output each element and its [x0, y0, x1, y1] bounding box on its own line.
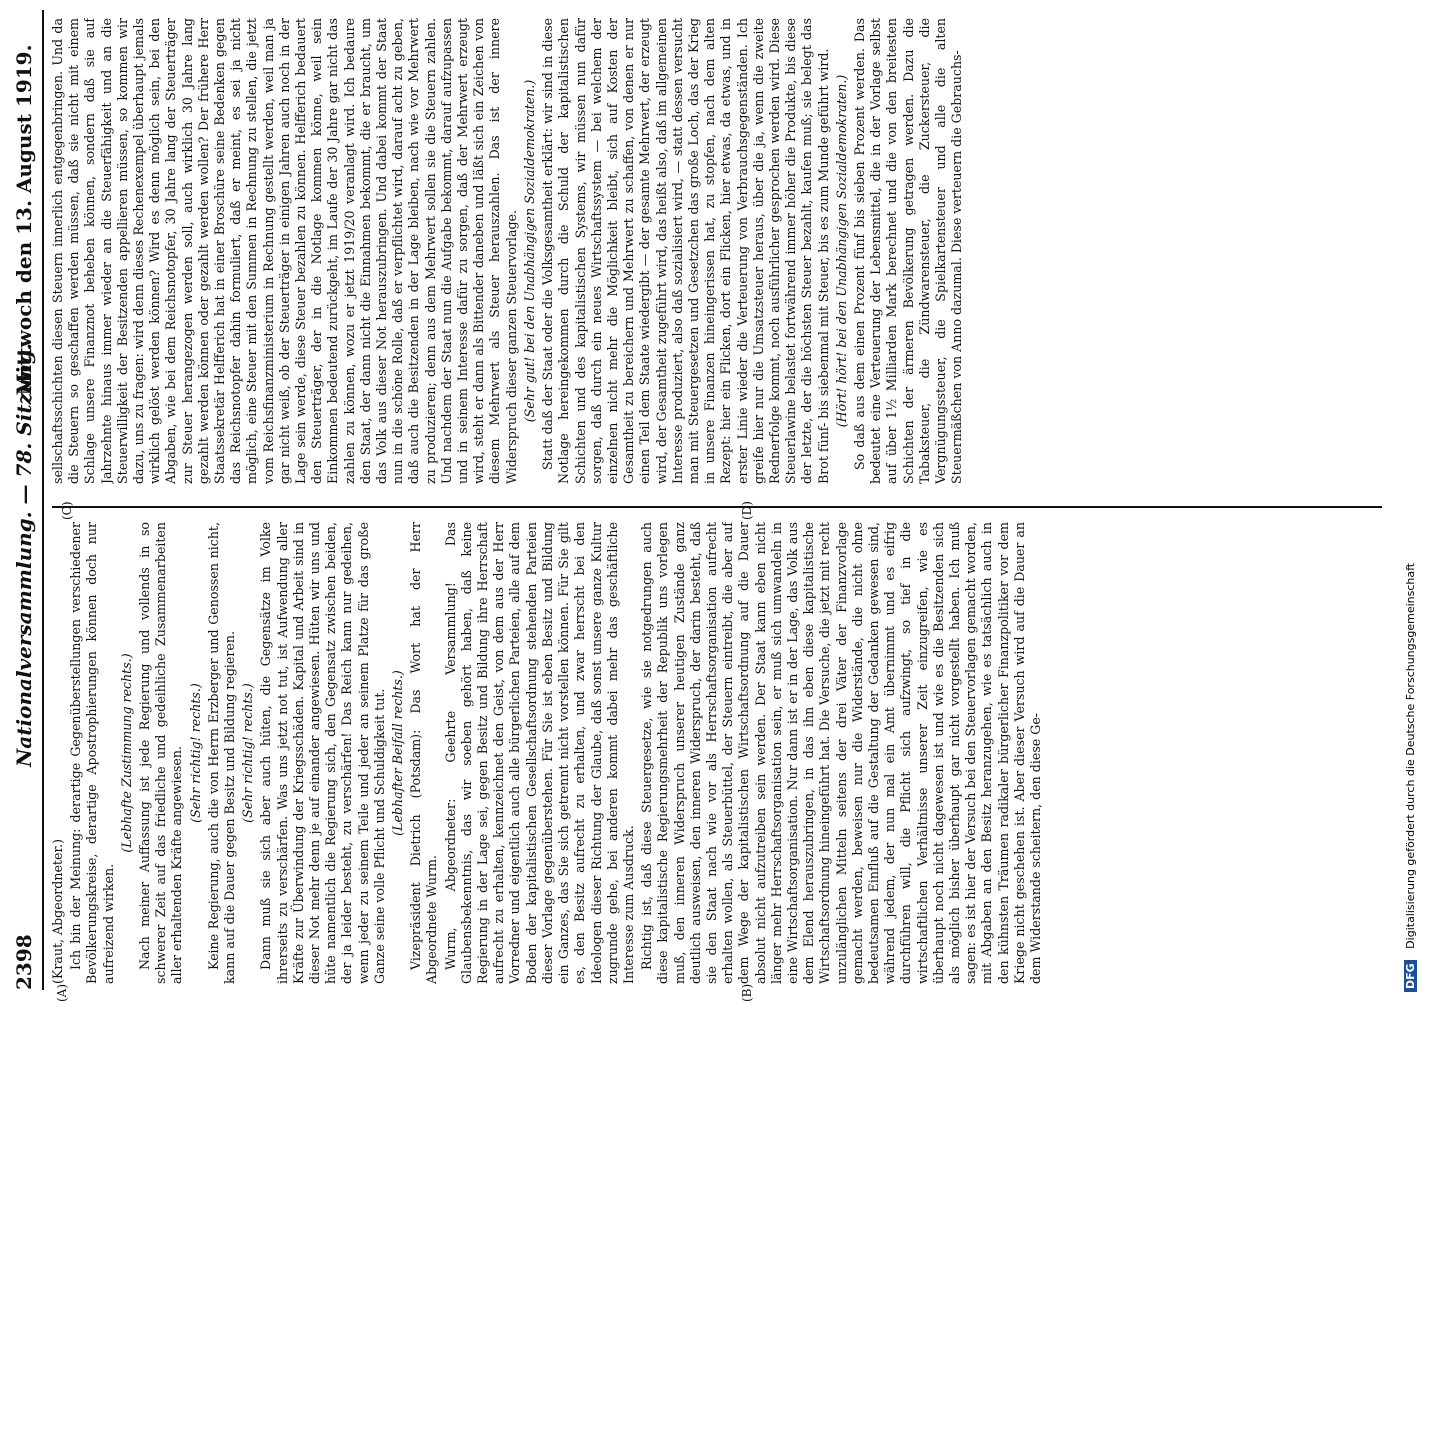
- column-divider: [52, 506, 1382, 508]
- margin-marker-d: (D): [740, 501, 754, 520]
- interjection: (Sehr gut! bei den Unabhängigen Sozialdemokraten.): [521, 79, 537, 423]
- interjection: (Lebhafte Zustimmung rechts.): [118, 653, 134, 853]
- margin-marker-c: (C): [60, 501, 74, 520]
- paragraph: Ich bin der Meinung: derartige Gegenüberstellungen verschiedener Bevölkerungskreise, derartige Apostrophierungen können doch nur aufreizend wirken.: [68, 522, 116, 984]
- paragraph: Dann muß sie sich aber auch hüten, die Gegensätze im Volke ihrerseits zu verschärfen. Was uns jetzt not tut, ist Aufwendung aller Kräfte zur Überwindung der Kriegsschäden. Kapital und Arbeit sind in dieser Not mehr denn je auf einander angewiesen. Hüten wir uns und hüte namentlich die Regierung sich, den Gegensatz zwischen beiden, der ja leider besteht, zu verschärfen! Das Reich kann nur gedeihen, wenn jeder zu seinem Teile und jeder an seinem Platze für das große Ganze seine volle Pflicht und Schuldigkeit tut.: [258, 522, 387, 984]
- paragraph: Statt daß der Staat oder die Volksgesamtheit erklärt: wir sind in diese Notlage hereingekommen durch die Schuld der kapitalistischen Schichten und des kapitalistischen Systems, wir müssen nun dafür sorgen, daß durch ein neues Wirtschaftssystem — bei welchem der einzelnen nicht mehr die Möglichkeit bleibt, sich auf Kosten der Gesamtheit zu bereichern und Mehrwert zu schaffen, von denen er nur einen Teil dem Staate wiedergibt — der gesamte Mehrwert, der erzeugt wird, der Gesamtheit zugeführt wird, das heißt also, daß im allgemeinen Interesse produziert, also daß sozialisiert wird, — statt dessen versucht man mit Steuergesetzen und Gesetzchen das große Loch, das der Krieg in unsere Finanzen hineingerissen hat, zu stopfen, nach dem alten Rezept: hier ein Flicken, dort ein Flicken, hier etwas, da etwas, und in erster Linie wieder die Verteuerung von Verbrauchsgegenständen. Ich greife hier nur die Umsatzsteuer heraus, über die ja, wenn die zweite Rednerfolge kommt, noch ausführlicher gesprochen werden wird. Diese Steuerlawine belastet fortwährend immer höher die Produkte, bis diese der letzte, der die höchsten Steuer bezahlt, kaufen muß; sie belegt das Brot fünf- bis siebenmal mit Steuer, bis es zum Munde geführt wird.: [540, 18, 831, 484]
- digitization-note: Digitalisierung gefördert durch die Deutsche Forschungsgemeinschaft: [1404, 562, 1417, 949]
- paragraph-speech-start: Wurm, Abgeordneter: Geehrte Versammlung! Das Glaubensbekenntnis, das wir soeben gehört haben, daß keine Regierung in der Lage sei, gegen Besitz und Bildung ihre Herrschaft aufrecht zu erhalten, kennzeichnet den Geist, von dem aus der Herr Vorredner und eigentlich auch alle bürgerlichen Parteien, alle auf dem Boden der kapitalistischen Gesellschaftsordnung stehenden Parteien dieser Vorlage gegenüberstehen. Für Sie ist eben Besitz und Bildung ein Ganzes, das Sie sich getrennt nicht vorstellen können. Für Sie gilt es, den Besitz aufrecht zu erhalten, und zwar herrscht bei den Ideologen dieser Richtung der Glaube, daß sonst unsere ganze Kultur zugrunde gehe, bei anderen kommt dabei mehr das geschäftliche Interesse zum Ausdruck.: [442, 522, 636, 984]
- session-title: Nationalversammlung. — 78. Sitzung.: [12, 343, 36, 767]
- paragraph-chair: Vizepräsident Dietrich (Potsdam): Das Wort hat der Herr Abgeordnete Wurm.: [408, 522, 440, 984]
- interjection: (Sehr richtig! rechts.): [187, 683, 203, 823]
- text-column-left: [50, 522, 1384, 984]
- paragraph: sellschaftsschichten diesen Steuern innerlich entgegenbringen. Und da die Steuern so geschaffen werden müssen, daß sie nicht mit einem Schlage unsere Finanznot beheben können, sondern daß sie auf Jahrzehnte hinaus immer wieder an die Steuerfähigkeit und an die Steuerwilligkeit der Besitzenden appellieren müssen, so kommen wir dazu, uns zu fragen: wird denn dieses Rechenexempel überhaupt jemals wirklich gelöst werden können? Wird es denn möglich sein, bei den Abgaben, wie bei dem Reichsnotopfer, 30 Jahre lang der Steuerträger zur Steuer herangezogen werden soll, auch wirklich 30 Jahre lang gezahlt werden können oder gezahlt werden wollen? Der frühere Herr Staatssekretär Helfferich hat in einer Broschüre seine Bedenken gegen das Reichsnotopfer dahin formuliert, daß er meint, es sei ja nicht möglich, eine Steuer mit den Summen in Rechnung zu stellen, die jetzt vom Reichsfinanzministerium in Rechnung gestellt werden, weil man ja gar nicht weiß, ob der Steuerträger in einigen Jahren auch noch in der Lage sein werde, diese Steuer bezahlen zu können. Helfferich bedauert den Steuerträger, der in die Notlage kommen könne, weil sein Einkommen bedeutend zurückgeht, im Laufe der 30 Jahre gar nicht das zahlen zu können, wozu er jetzt 1919/20 veranlagt wird. Ich bedaure den Staat, der dann nicht die Einnahmen bekommt, die er braucht, um das Volk aus dieser Not herauszubringen. Und dabei kommt der Staat nun in die schöne Rolle, daß er verpflichtet wird, darauf acht zu geben, daß auch die Besitzenden in der Lage bleiben, nach wie vor Mehrwert zu produzieren; denn aus dem Mehrwert sollen sie die Steuern zahlen. Und nachdem der Staat nun die Aufgabe bekommt, darauf aufzupassen und in seinem Interesse dafür zu sorgen, daß der Mehrwert erzeugt wird, steht er dann als Bittender daneben und läßt sich ein Zeichen von diesem Mehrwert als Steuer herauszahlen. Das ist der innere Widerspruch dieser ganzen Steuervorlage.: [50, 18, 519, 484]
- digitization-credit: [1404, 12, 1424, 992]
- interjection: (Hört! hört! bei den Unabhängigen Sozialdemokraten.): [833, 74, 849, 428]
- paragraph: So daß aus dem einen Prozent fünf bis sieben Prozent werden. Das bedeutet eine Verteuerung der Lebensmittel, die in der Vorlage selbst auf über 1½ Milliarden Mark berechnet und die von den breitesten Schichten der ärmeren Bevölkerung getragen werden. Dazu die Tabaksteuer, die Zündwarensteuer, die Zuckersteuer, die Vergnügungssteuer, die Spielkartensteuer und alle die alten Steuermäßchen von Anno dazumal. Diese verteuern die Gebrauchs-: [851, 18, 965, 484]
- dfg-logo: DFG: [1404, 960, 1417, 992]
- page-number: 2398: [12, 934, 36, 990]
- interjection: (Lebhafter Beifall rechts.): [390, 670, 406, 836]
- session-date: Mittwoch den 13. August 1919.: [12, 44, 36, 396]
- paragraph: Nach meiner Auffassung ist jede Regierung und vollends in so schwerer Zeit auf das friedliche und gedeihliche Zusammenarbeiten aller erhaltenden Kräfte angewiesen.: [137, 522, 185, 984]
- margin-marker-b: (B): [740, 983, 754, 1002]
- margin-marker-a: (A): [55, 983, 69, 1002]
- speaker-continuation: (Kraut, Abgeordneter.): [50, 839, 65, 984]
- interjection: (Sehr richtig! rechts.): [240, 683, 256, 823]
- paragraph: Keine Regierung, auch die von Herrn Erzberger und Genossen nicht, kann auf die Dauer gegen Besitz und Bildung regieren.: [205, 522, 238, 984]
- text-column-right: [50, 18, 1384, 484]
- paragraph: Richtig ist, daß diese Steuergesetze, wie sie notgedrungen auch diese kapitalistische Regierungsmehrheit der Republik uns vorlegen muß, den inneren Widerspruch unserer heutigen Zustände ganz deutlich ausweisen, den inneren Widerspruch, der darin besteht, daß sie den Staat nach wie vor als Herrschaftsorganisation aufrecht erhalten wollen, als Steuerbüttel, der Steuern eintreibt, die aber auf dem Wege der kapitalistischen Wirtschaftsordnung auf die Dauer absolut nicht aufzutreiben sein werden. Der Staat kann eben nicht länger mehr Herrschaftsorganisation sein, er muß sich umwandeln in eine Wirtschaftsorganisation. Nur dann ist er in der Lage, das Volk aus dem Elend herauszubringen, in das ihn eben diese kapitalistische Wirtschaftsordnung hineingeführt hat. Die Versuche, die jetzt mit recht unzulänglichen Mitteln seitens der drei Väter der Finanzvorlage gemacht werden, beweisen nur die Widerstände, die nicht ohne bedeutsamen Einfluß auf die Gestaltung der Gedanken gewesen sind, während jedem, der nun mal ein Amt übernimmt und es eifrig durchführen will, die Pflicht sich aufzwingt, so tief in die wirtschaftlichen Verhältnisse unserer Zeit einzugreifen, wie es überhaupt noch nicht dagewesen ist und wie es die Besitzenden sich als möglich bisher überhaupt gar nicht vorgestellt haben. Ich muß sagen: es ist hier der Versuch bei den Steuervorlagen gemacht worden, mit Abgaben an den Besitz heranzugehen, wie es tatsächlich auch in den kühnsten Träumen radikaler bürgerlicher Finanzpolitiker vor dem Kriege nicht geschehen ist. Aber dieser Versuch wird auf die Dauer an dem Widerstande scheitern, den diese Ge-: [639, 522, 1043, 984]
- page-header: [6, 10, 44, 990]
